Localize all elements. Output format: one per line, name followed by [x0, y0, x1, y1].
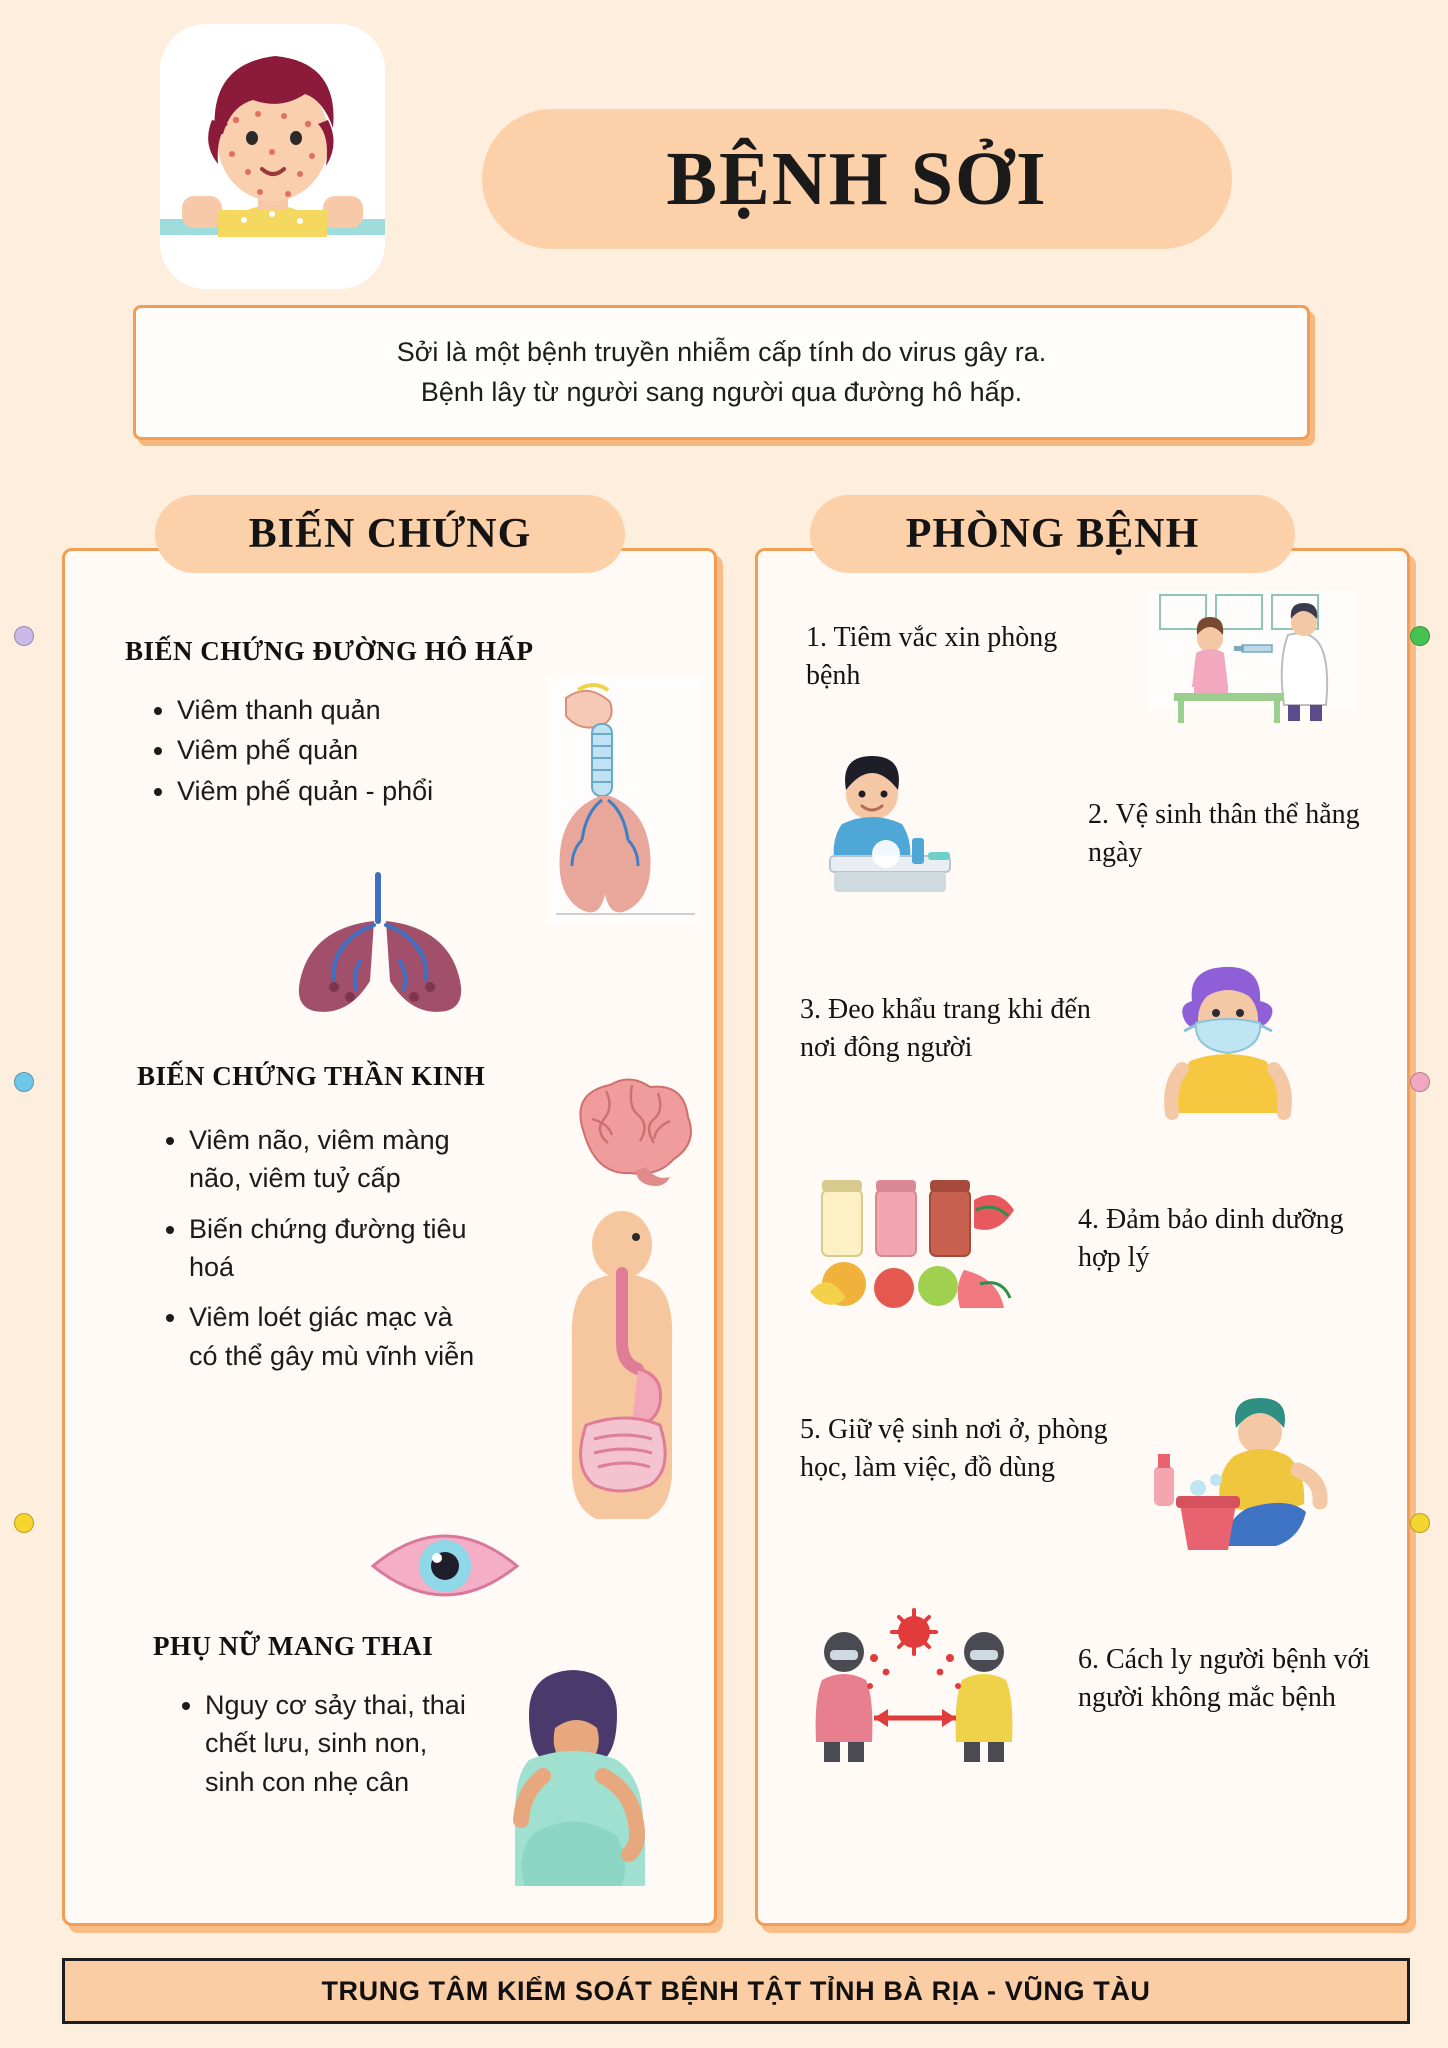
footer-text: TRUNG TÂM KIỂM SOÁT BỆNH TẬT TỈNH BÀ RỊA - VŨNG TÀU — [321, 1975, 1151, 2006]
list-item: • Viêm thanh quản — [177, 691, 515, 729]
face-mask-icon — [1138, 961, 1328, 1121]
brain-icon — [560, 1071, 700, 1191]
eye-icon — [365, 1526, 525, 1604]
section-heading-respiratory: BIẾN CHỨNG ĐƯỜNG HÔ HẤP — [125, 636, 534, 666]
prevention-item-1-text: 1. Tiêm vắc xin phòng bệnh — [806, 622, 1058, 692]
list-item: • Viêm phế quản — [177, 731, 515, 769]
prevention-item-5 — [800, 1411, 1120, 1487]
handwashing-icon — [800, 756, 990, 906]
trachea-lungs-icon — [548, 676, 703, 926]
sick-child-avatar — [160, 24, 385, 289]
prevention-panel — [755, 548, 1410, 1926]
digestive-system-icon — [550, 1211, 700, 1531]
complications-panel — [62, 548, 717, 1926]
list-item: • Nguy cơ sảy thai, thai chết lưu, sinh non, sinh con nhẹ cân — [205, 1686, 483, 1801]
header — [0, 14, 1448, 304]
prevention-heading-pill — [810, 495, 1295, 573]
complications-heading-text: BIẾN CHỨNG — [248, 511, 532, 557]
lungs-icon — [290, 869, 475, 1014]
prevention-item-3 — [800, 991, 1110, 1067]
respiratory-list — [125, 691, 515, 812]
prevention-item-4 — [1078, 1201, 1378, 1277]
decoration-dot — [1410, 1513, 1430, 1533]
intro-box — [133, 305, 1310, 440]
section-heading-pregnancy: PHỤ NỮ MANG THAI — [153, 1631, 434, 1661]
decoration-dot — [14, 1513, 34, 1533]
decoration-dot — [1410, 626, 1430, 646]
cleaning-icon — [1138, 1396, 1353, 1561]
prevention-item-6-text: 6. Cách ly người bệnh với người không mắc bệnh — [1078, 1644, 1371, 1714]
prevention-item-2-text: 2. Vệ sinh thân thể hằng ngày — [1088, 799, 1360, 869]
pregnant-woman-icon — [485, 1656, 665, 1886]
vaccination-icon — [1138, 587, 1368, 727]
page-title — [482, 109, 1232, 249]
prevention-heading-text: PHÒNG BỆNH — [905, 511, 1200, 557]
nutrition-icon — [798, 1166, 1028, 1326]
footer-banner — [62, 1958, 1410, 2024]
prevention-item-1 — [806, 619, 1066, 695]
neurological-list — [137, 1121, 477, 1377]
prevention-item-4-text: 4. Đảm bảo dinh dưỡng hợp lý — [1078, 1204, 1344, 1274]
isolation-icon — [800, 1606, 1030, 1766]
decoration-dot — [14, 1072, 34, 1092]
prevention-item-3-text: 3. Đeo khẩu trang khi đến nơi đông người — [800, 994, 1091, 1064]
section-heading-neurological: BIẾN CHỨNG THẦN KINH — [137, 1061, 486, 1091]
list-item: • Viêm loét giác mạc và có thể gây mù vĩnh viễn — [189, 1298, 477, 1375]
page-title-text: BỆNH SỞI — [666, 136, 1048, 221]
prevention-item-2 — [1088, 796, 1388, 872]
pregnancy-list — [153, 1686, 483, 1803]
intro-line-2: Bệnh lây từ người sang người qua đường hô hấp. — [420, 376, 1023, 407]
list-item: • Viêm phế quản - phổi — [177, 772, 515, 810]
decoration-dot — [1410, 1072, 1430, 1092]
complications-heading-pill — [155, 495, 625, 573]
decoration-dot — [14, 626, 34, 646]
prevention-item-6 — [1078, 1641, 1378, 1717]
intro-line-1: Sởi là một bệnh truyền nhiễm cấp tính do virus gây ra. — [396, 337, 1047, 368]
list-item: • Biến chứng đường tiêu hoá — [189, 1210, 477, 1287]
list-item: • Viêm não, viêm màng não, viêm tuỷ cấp — [189, 1121, 477, 1198]
prevention-item-5-text: 5. Giữ vệ sinh nơi ở, phòng học, làm việc, đồ dùng — [800, 1414, 1108, 1484]
